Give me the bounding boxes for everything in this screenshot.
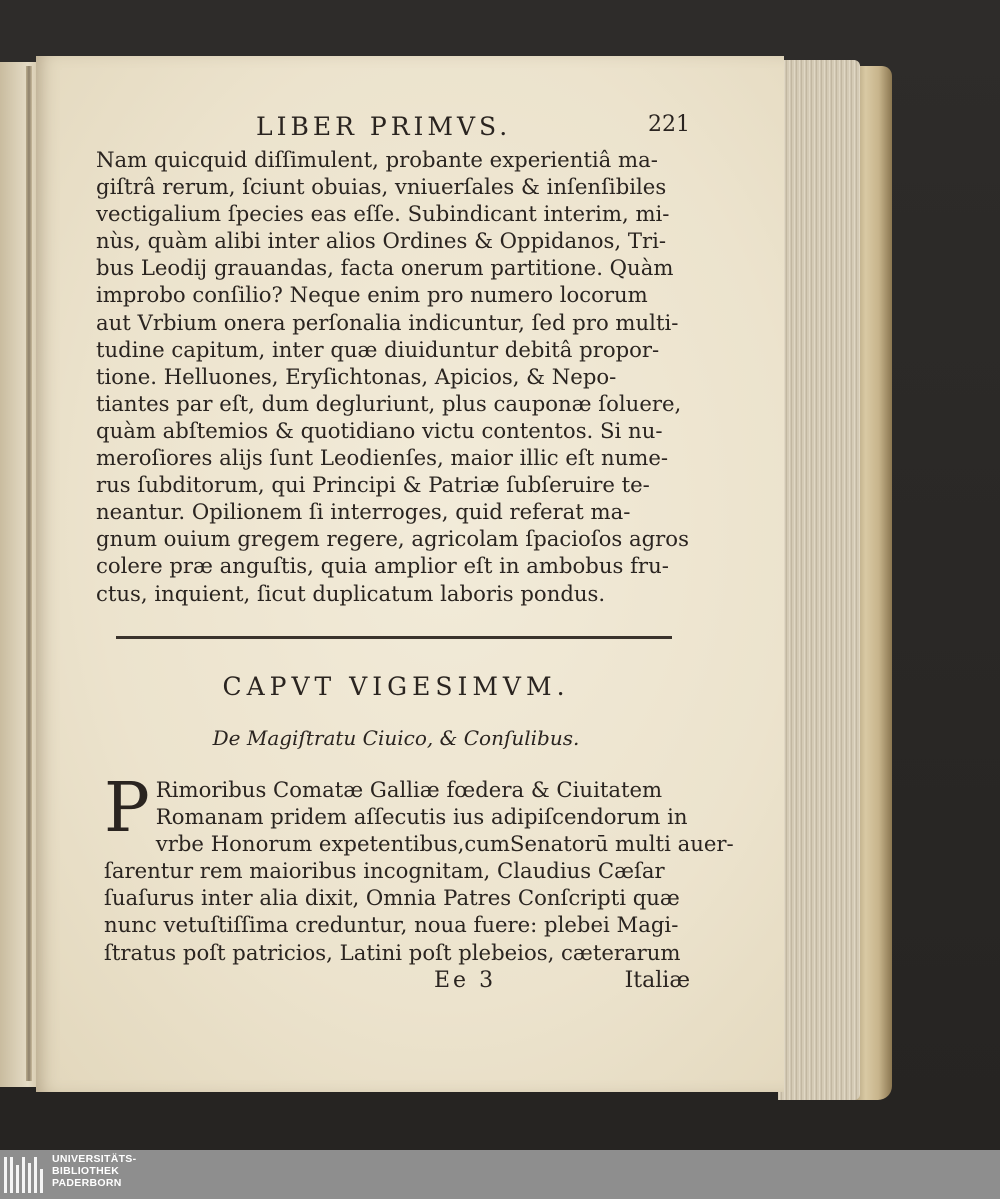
- paragraph-2: [104, 769, 734, 966]
- page-footer: [96, 968, 694, 998]
- drop-cap: P: [104, 769, 150, 848]
- text-line: quàm abſtemios & quotidiano victu contentos. Si nu-: [96, 417, 663, 443]
- running-title: LIBER PRIMVS.: [256, 112, 512, 141]
- library-name-line: PADERBORN: [52, 1177, 122, 1189]
- text-line: tiantes par eſt, dum degluriunt, plus cauponæ ſoluere,: [96, 390, 682, 416]
- text-line: ſtratus poſt patricios, Latini poſt plebeios, cæterarum: [104, 939, 681, 965]
- library-footer-bar: [0, 1150, 1000, 1199]
- signature-mark: Ee 3: [434, 968, 497, 993]
- text-line: gnum ouium gregem regere, agricolam ſpacioſos agros: [96, 526, 689, 552]
- text-line: improbo conſilio? Neque enim pro numero locorum: [96, 282, 648, 308]
- text-line: aut Vrbium onera perſonalia indicuntur, ſed pro multi-: [96, 309, 679, 335]
- text-line: neantur. Opilionem ſi interroges, quid referat ma-: [96, 499, 631, 525]
- section-divider-rule: [116, 636, 672, 639]
- chapter-title: CAPVT VIGESIMVM.: [222, 672, 570, 701]
- text-line: Romanam pridem aſſecutis ius adipiſcendorum in: [155, 804, 688, 830]
- text-line: ctus, inquient, ſicut duplicatum laboris pondus.: [96, 580, 606, 606]
- page-number: 221: [648, 112, 690, 137]
- text-line: vrbe Honorum expetentibus,cumSenatorū multi auer-: [155, 831, 734, 857]
- text-line: giſtrâ rerum, ſciunt obuias, vniuerſales & inſenſibiles: [96, 174, 667, 200]
- library-logo-icon: [4, 1157, 44, 1193]
- text-line: tudine capitum, inter quæ diuiduntur debitâ propor-: [96, 336, 660, 362]
- text-line: Rimoribus Comatæ Galliæ fœdera & Ciuitatem: [155, 777, 663, 802]
- page-text-block: [96, 112, 696, 607]
- paragraph-1: [96, 146, 696, 607]
- library-name-line: UNIVERSITÄTS-: [52, 1153, 137, 1165]
- text-line: rus ſubditorum, qui Principi & Patriæ ſubſeruire te-: [96, 472, 650, 498]
- text-line: tione. Helluones, Eryſichtonas, Apicios, & Nepo-: [96, 363, 617, 389]
- catchword: Italiæ: [624, 968, 690, 993]
- library-name-line: BIBLIOTHEK: [52, 1165, 120, 1177]
- running-head: [96, 112, 696, 146]
- text-line: ſarentur rem maioribus incognitam, Claudius Cæſar: [104, 858, 665, 884]
- chapter-body: [104, 769, 734, 966]
- text-line: colere præ anguſtis, quia amplior eſt in ambobus fru-: [96, 553, 669, 579]
- library-name: [52, 1153, 136, 1189]
- chapter-subtitle: De Magiſtratu Ciuico, & Conſulibus.: [212, 726, 580, 750]
- left-page: [0, 62, 40, 1087]
- left-page-gutter: [26, 66, 32, 1081]
- text-line: bus Leodij grauandas, facta onerum partitione. Quàm: [96, 255, 674, 281]
- text-line: nunc vetuſtiſſima creduntur, noua fuere: plebei Magi-: [104, 912, 679, 938]
- text-line: ſuaſurus inter alia dixit, Omnia Patres Conſcripti quæ: [104, 885, 680, 911]
- text-line: meroſiores alijs ſunt Leodienſes, maior illic eſt nume-: [96, 445, 669, 471]
- page-block-edges: [778, 60, 860, 1100]
- text-line: vectigalium ſpecies eas eſſe. Subindicant interim, mi-: [96, 201, 670, 227]
- text-line: Nam quicquid diſſimulent, probante experientiâ ma-: [96, 147, 658, 172]
- text-line: nùs, quàm alibi inter alios Ordines & Oppidanos, Tri-: [96, 228, 667, 254]
